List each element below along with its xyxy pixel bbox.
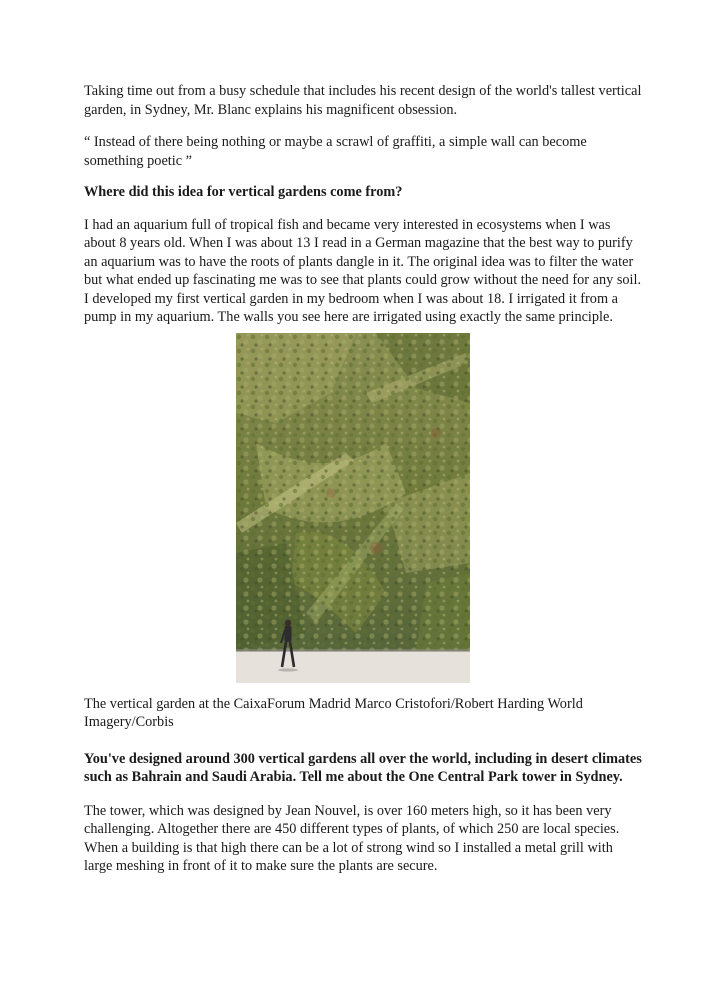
article-page [84,82,644,876]
question-heading-1: Where did this idea for vertical gardens come from? [84,184,403,200]
answer-paragraph-2: The tower, which was designed by Jean Nouvel, is over 160 meters high, so it has been very challenging. Altogether there are 450 different types of plants, of which 250 are local species. When a building is that high there can be a lot of strong wind so I installed a metal grill with large meshing in front of it to make sure the plants are secure. [84,802,620,874]
photo-caption: The vertical garden at the CaixaForum Madrid Marco Cristofori/Robert Harding World Imagery/Corbis [84,695,583,730]
vertical-garden-photo [236,333,470,683]
pull-quote: “ Instead of there being nothing or maybe a scrawl of graffiti, a simple wall can become something poetic ” [84,134,587,169]
question-heading-2: You've designed around 300 vertical gardens all over the world, including in desert climates such as Bahrain and Saudi Arabia. Tell me about the One Central Park tower in Sydney. [84,750,642,785]
intro-paragraph: Taking time out from a busy schedule that includes his recent design of the world's tallest vertical garden, in Sydney, Mr. Blanc explains his magnificent obsession. [84,83,642,118]
answer-paragraph-1: I had an aquarium full of tropical fish and became very interested in ecosystems when I was about 8 years old. When I was about 13 I read in a German magazine that the best way to purify an aquarium was to have the roots of plants dangle in it. The original idea was to filter the water but what ended up fascinating me was to see that plants could grow without the need for any soil. I developed my first vertical garden in my bedroom when I was about 18. I irrigated it from a pump in my aquarium. The walls you see here are irrigated using exactly the same principle. [84,216,642,325]
